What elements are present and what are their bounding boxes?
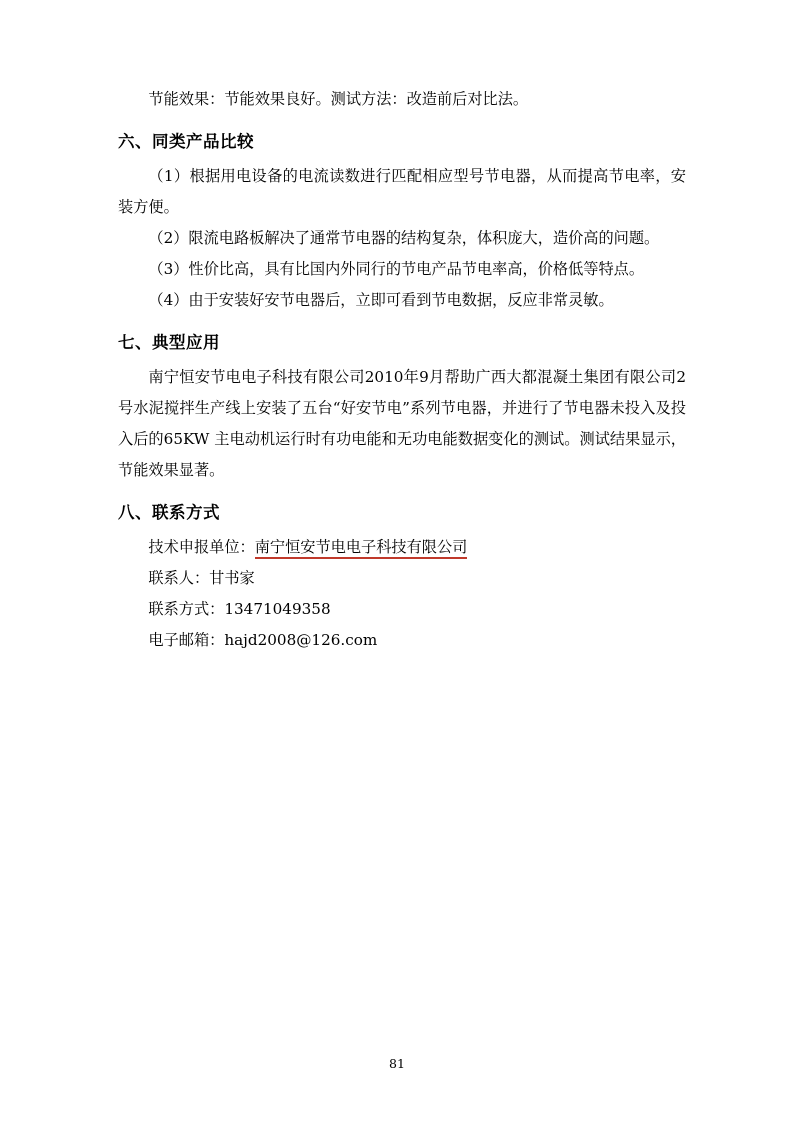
section-heading-7-text: 七、典型应用 [118,333,220,352]
spacer [118,316,686,320]
section-heading-8 [118,496,686,530]
contact-value-person: 甘书家 [209,569,255,587]
contact-value-phone: 13471049358 [224,600,331,618]
contact-value-company: 南宁恒安节电电子科技有限公司 [255,538,468,559]
intro-paragraph: 节能效果：节能效果良好。测试方法：改造前后对比法。 [148,90,529,108]
contact-label-email: 电子邮箱： [148,631,225,649]
contact-block [118,532,686,656]
contact-line-person [118,563,686,594]
section-heading-6 [118,125,686,159]
contact-value-email: hajd2008@126.com [224,631,378,649]
section-7-paragraph-1: 南宁恒安节电电子科技有限公司2010年9月帮助广西大都混凝土集团有限公司2号水泥搅拌生产线上安装了五台“好安节电”系列节电器，并进行了节电器未投入及投入后的65KW 主电动机运行时有功电能和无功电能数据变化的测试。测试结果显示，节能效果显著。 [118,368,686,479]
section-6-paragraph-1: （1）根据用电设备的电流读数进行匹配相应型号节电器，从而提高节电率，安装方便。 [118,167,686,216]
spacer [118,115,686,119]
section-heading-7 [118,326,686,360]
contact-label-person: 联系人： [148,569,210,587]
contact-line-phone [118,594,686,625]
contact-label-company: 技术申报单位： [148,538,255,556]
spacer [118,486,686,490]
contact-label-phone: 联系方式： [148,600,225,618]
section-6-paragraph-3: （3）性价比高，具有比国内外同行的节电产品节电率高，价格低等特点。 [148,260,645,278]
contact-line-email [118,625,686,656]
section-6-paragraph-4: （4）由于安装好安节电器后，立即可看到节电数据，反应非常灵敏。 [148,291,614,309]
page-number: 81 [389,1056,405,1071]
section-heading-6-text: 六、同类产品比较 [118,132,254,151]
section-heading-8-text: 八、联系方式 [118,503,220,522]
section-6-paragraph-2: （2）限流电路板解决了通常节电器的结构复杂，体积庞大，造价高的问题。 [148,229,660,247]
contact-line-company [118,532,686,563]
